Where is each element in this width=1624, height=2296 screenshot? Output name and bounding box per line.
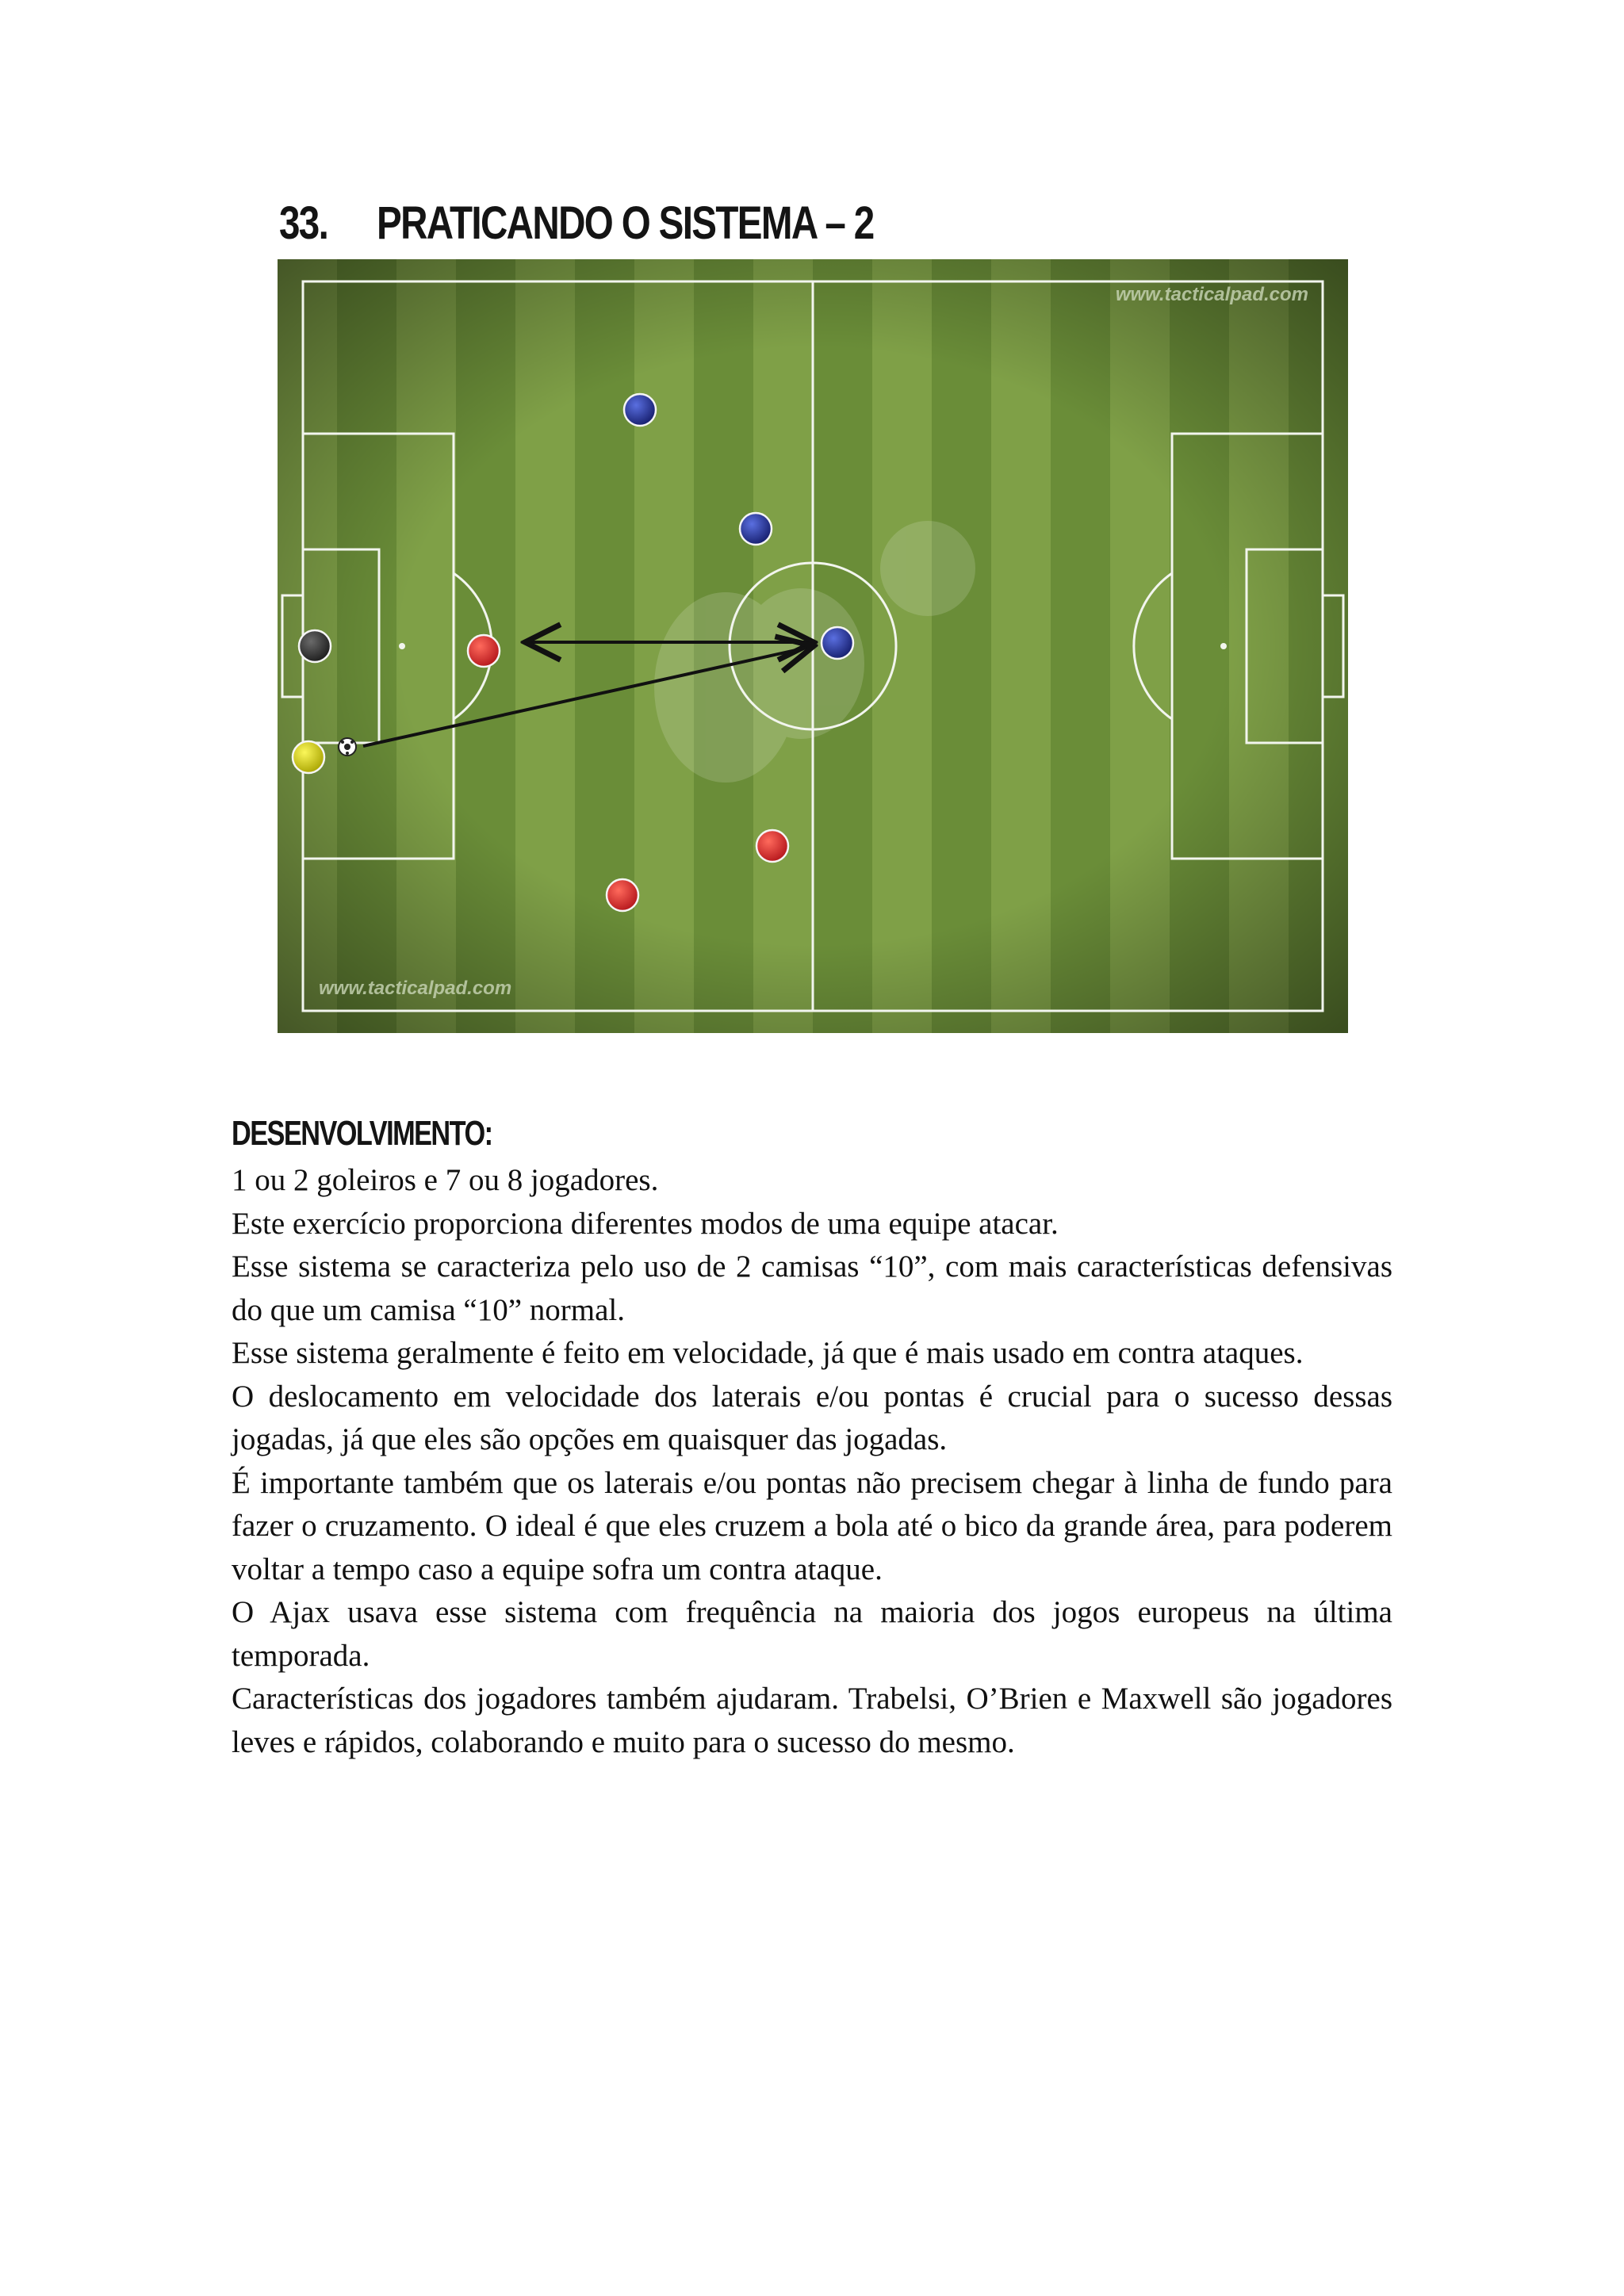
section-title-text: PRATICANDO O SISTEMA – 2 xyxy=(377,197,874,249)
red-player-1 xyxy=(468,635,500,667)
section-title xyxy=(279,197,874,250)
ball-icon xyxy=(339,738,356,756)
paragraph: Esse sistema se caracteriza pelo uso de 2 camisas “10”, com mais características defensivas do que um camisa “10” normal. xyxy=(232,1249,1392,1327)
watermark-top: www.tacticalpad.com xyxy=(1115,284,1308,305)
blue-player-2 xyxy=(740,513,772,545)
goalkeeper xyxy=(299,630,331,662)
paragraph: Esse sistema geralmente é feito em velocidade, já que é mais usado em contra ataques. xyxy=(232,1336,1304,1370)
section-number: 33. xyxy=(279,197,328,249)
paragraph: 1 ou 2 goleiros e 7 ou 8 jogadores. xyxy=(232,1163,659,1197)
watermark-bottom: www.tacticalpad.com xyxy=(319,978,512,999)
right-penalty-spot xyxy=(1220,643,1227,649)
development-body xyxy=(232,1159,1392,1764)
red-player-2 xyxy=(756,830,788,862)
yellow-player xyxy=(293,741,324,773)
paragraph: O Ajax usava esse sistema com frequência na maioria dos jogos europeus na última temporada. xyxy=(232,1595,1392,1673)
paragraph: É importante também que os laterais e/ou pontas não precisem chegar à linha de fundo para fazer o cruzamento. O ideal é que eles cruzem a bola até o bico da grande área, para poderem voltar a tempo caso a equipe sofra um contra ataque. xyxy=(232,1465,1392,1586)
development-heading: DESENVOLVIMENTO: xyxy=(232,1114,492,1153)
red-player-3 xyxy=(607,879,638,911)
paragraph: O deslocamento em velocidade dos laterais e/ou pontas é crucial para o sucesso dessas jogadas, já que eles são opções em quaisquer das jogadas. xyxy=(232,1379,1392,1456)
pitch-svg xyxy=(278,259,1348,1033)
blue-player-3 xyxy=(822,627,853,659)
tactical-pitch-diagram xyxy=(278,259,1348,1033)
paragraph: Este exercício proporciona diferentes modos de uma equipe atacar. xyxy=(232,1206,1059,1241)
paragraph: Características dos jogadores também ajudaram. Trabelsi, O’Brien e Maxwell são jogadores leves e rápidos, colaborando e muito para o sucesso do mesmo. xyxy=(232,1682,1392,1759)
left-penalty-spot xyxy=(399,643,405,649)
blue-player-1 xyxy=(624,394,656,426)
